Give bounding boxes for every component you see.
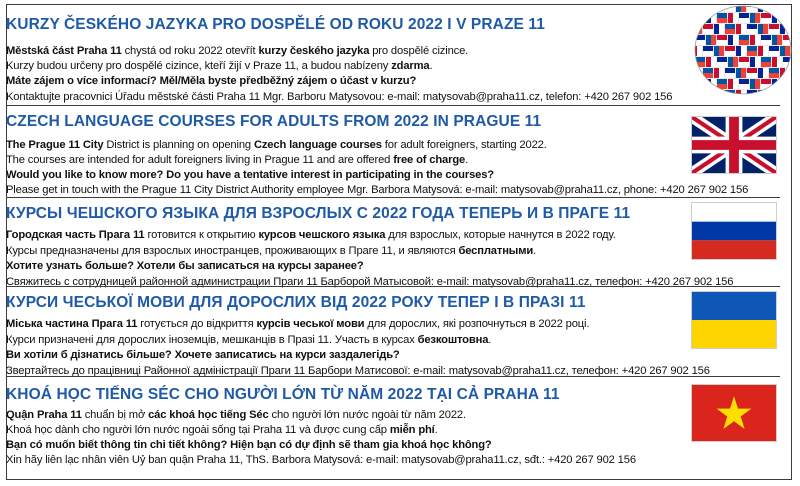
- details-line: Kurzy budou určeny pro dospělé cizince, kteří žijí v Praze 11, a budou nabízeny zdarma.: [6, 60, 433, 72]
- intro-line: Городская часть Прага 11 готовится к открытию курсов чешского языка для взрослых, которые начнутся в 2022 году.: [6, 229, 616, 241]
- question-line: Would you like to know more? Do you have a tentative interest in participating in the courses?: [6, 169, 494, 181]
- question-line: Máte zájem o více informací? Měl/Měla byste předběžný zájem o účast v kurzu?: [6, 75, 417, 87]
- contact-line: Kontaktujte pracovnici Úřadu městské části Praha 11 Mgr. Barboru Matysovou: e-mail: matysovab@praha11.cz, telefon: +420 267 902 156: [6, 91, 673, 103]
- question-line: Ви хотіли б дізнатись більше? Хочете записатись на курси заздалегідь?: [6, 349, 400, 361]
- divider: [6, 286, 780, 287]
- ukraine-flag-icon: [692, 292, 776, 348]
- divider: [6, 105, 780, 106]
- intro-line: Quận Praha 11 chuẩn bị mở các khoá học tiếng Séc cho người lớn nước ngoài từ năm 2022.: [6, 409, 466, 421]
- contact-line: Звертайтесь до працівниці Районної адміністрації Праги 11 Барбори Матисової: e-mail: matysovab@praha11.cz, телефон: +420 267 902 156: [6, 365, 710, 377]
- divider: [6, 197, 780, 198]
- vietnam-flag-icon: [692, 385, 776, 441]
- details-line: Khoá học dành cho người lớn nước ngoài sống tại Praha 11 và được cung cấp miễn phí.: [6, 424, 438, 436]
- section-heading: КУРСЫ ЧЕШСКОГО ЯЗЫКА ДЛЯ ВЗРОСЛЫХ С 2022 ГОДА ТЕПЕРЬ И В ПРАГЕ 11: [6, 205, 631, 222]
- flags-globe-icon: [683, 4, 795, 100]
- question-line: Bạn có muốn biết thông tin chi tiết không? Hiện bạn có dự định sẽ tham gia khoá học không?: [6, 439, 492, 451]
- uk-flag-icon: [692, 117, 776, 173]
- intro-line: Міська частина Прага 11 готується до відкриття курсів чеської мови для дорослих, які розпочнуться в 2022 році.: [6, 318, 590, 330]
- contact-line: Please get in touch with the Prague 11 City District Authority employee Mgr. Barbora Matysová: e-mail: matysovab@praha11.cz, phone: +420 267 902 156: [6, 184, 749, 196]
- section-heading: KURZY ČESKÉHO JAZYKA PRO DOSPĚLÉ OD ROKU 2022 I V PRAZE 11: [6, 16, 545, 33]
- details-line: Курсы предназначены для взрослых иностранцев, проживающих в Праге 11, и являются бесплатными.: [6, 245, 537, 257]
- divider: [6, 376, 780, 377]
- question-line: Хотите узнать больше? Хотели бы записаться на курсы заранее?: [6, 260, 364, 272]
- details-line: The courses are intended for adult foreigners living in Prague 11 and are offered free of charge.: [6, 154, 469, 166]
- section-heading: CZECH LANGUAGE COURSES FOR ADULTS FROM 2022 IN PRAGUE 11: [6, 113, 542, 130]
- contact-line: Xin hãy liên lạc nhân viên Uỷ ban quận Praha 11, ThS. Barbora Matysová: e-mail: matysovab@praha11.cz, sđt.: +420 267 902 156: [6, 454, 636, 466]
- intro-line: Městská část Praha 11 chystá od roku 2022 otevřít kurzy českého jazyka pro dospělé cizince.: [6, 45, 469, 57]
- section-heading: KHOÁ HỌC TIẾNG SÉC CHO NGƯỜI LỚN TỪ NĂM 2022 TẠI CẢ PRAHA 11: [6, 386, 560, 403]
- contact-line: Свяжитесь с сотрудницей районной администрации Праги 11 Барборой Матысовой: e-mail: matysovab@praha11.cz, телефон: +420 267 902 156: [6, 276, 734, 288]
- details-line: Курси призначені для дорослих іноземців, мешканців в Празі 11. Участь в курсах безкоштовна.: [6, 334, 492, 346]
- section-heading: КУРСИ ЧЕСЬКОЇ МОВИ ДЛЯ ДОРОСЛИХ ВІД 2022 РОКУ ТЕПЕР І В ПРАЗІ 11: [6, 294, 586, 311]
- intro-line: The Prague 11 City District is planning on opening Czech language courses for adult foreigners, starting 2022.: [6, 139, 547, 151]
- russia-flag-icon: [692, 203, 776, 259]
